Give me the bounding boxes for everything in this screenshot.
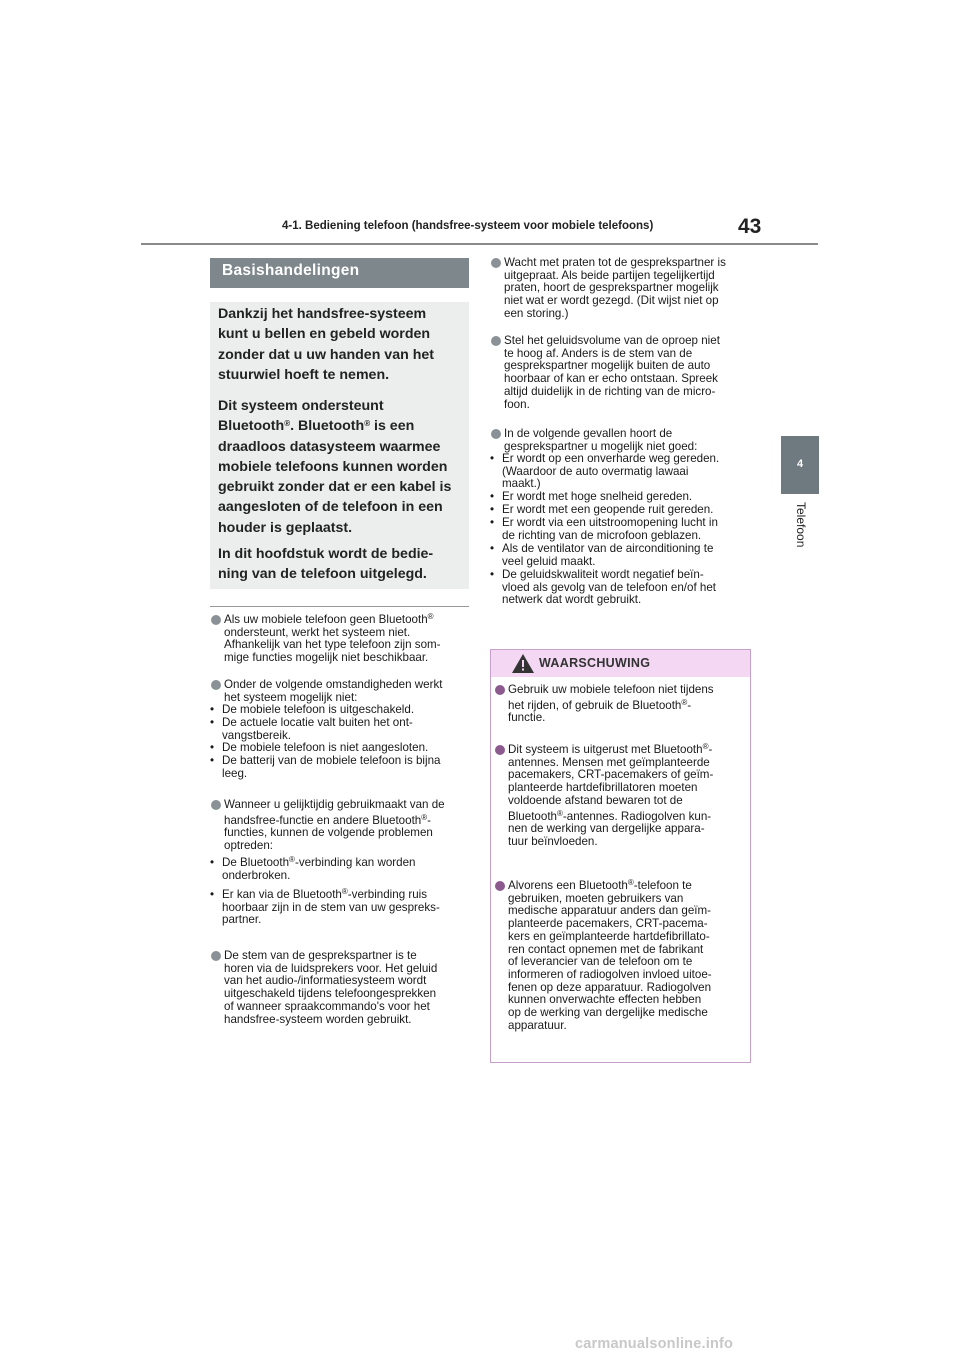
intro-divider <box>210 606 469 607</box>
bullet-icon <box>495 745 505 755</box>
section-title: Basishandelingen <box>222 262 360 279</box>
bullet-icon <box>491 258 501 268</box>
warning-triangle-icon <box>511 653 535 674</box>
bullet-icon <box>495 685 505 695</box>
watermark: carmanualsonline.info <box>575 1336 734 1352</box>
bullet-icon <box>211 800 221 810</box>
running-head: 4-1. Bediening telefoon (handsfree-systeem voor mobiele telefoons) <box>282 220 654 232</box>
bullet-icon <box>211 951 221 961</box>
intro-paragraph-3: In dit hoofdstuk wordt de bedie- ning van de telefoon uitgelegd. <box>218 546 434 583</box>
warning-title: WAARSCHUWING <box>539 656 651 670</box>
bullet-icon <box>495 881 505 891</box>
chapter-label: Telefoon <box>794 502 808 548</box>
chapter-number: 4 <box>796 458 804 470</box>
header-rule <box>141 243 818 245</box>
bullet-icon <box>211 615 221 625</box>
intro-paragraph-2: Dit systeem ondersteunt Bluetooth®. Bluetooth® is een draadloos datasysteem waarmee mobiele telefoons kunnen worden gebruikt zonder dat er een kabel is aangesloten of de telefoon in een houder is geplaatst. <box>218 398 452 536</box>
bullet-icon <box>211 680 221 690</box>
bullet-icon <box>491 336 501 346</box>
bullet-icon <box>491 429 501 439</box>
intro-paragraph-1: Dankzij het handsfree-systeem kunt u bellen en gebeld worden zonder dat u uw handen van het stuurwiel hoeft te nemen. <box>218 306 434 383</box>
page-number: 43 <box>738 215 762 238</box>
